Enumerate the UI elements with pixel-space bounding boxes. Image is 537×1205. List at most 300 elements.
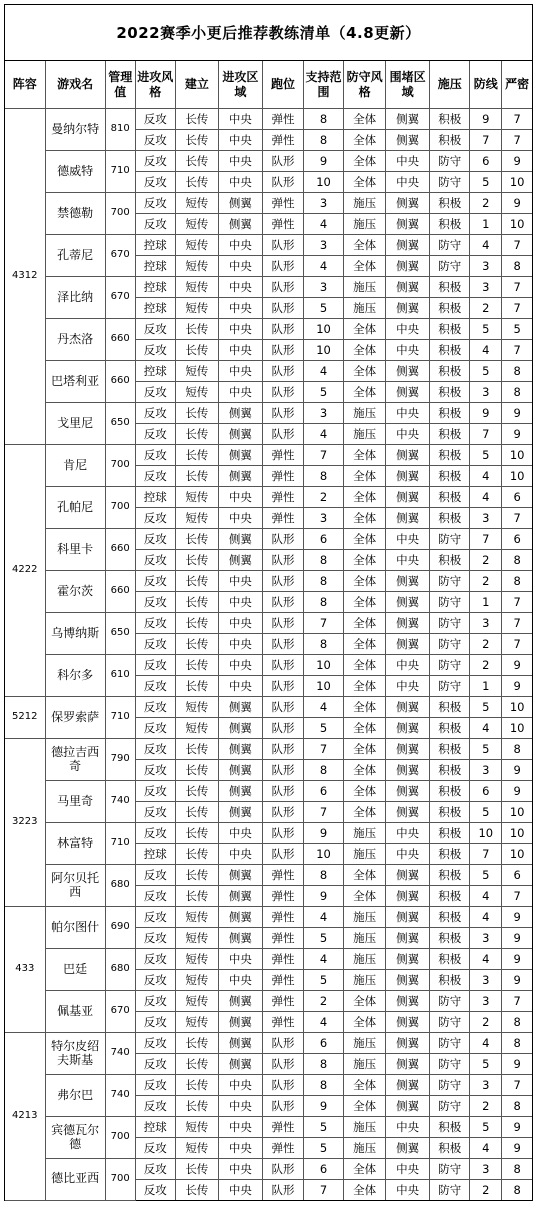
tactic-cell: 反攻 <box>135 676 175 697</box>
tactic-cell: 侧翼 <box>386 1138 430 1159</box>
tactic-cell: 9 <box>502 655 532 676</box>
tactic-cell: 短传 <box>175 1117 218 1138</box>
tactic-cell: 全体 <box>344 1180 386 1201</box>
tactic-cell: 长传 <box>175 1180 218 1201</box>
tactic-cell: 控球 <box>135 277 175 298</box>
tactic-cell: 中央 <box>386 151 430 172</box>
tactic-cell: 9 <box>470 109 502 130</box>
tactic-cell: 积极 <box>430 781 470 802</box>
tactic-cell: 3 <box>470 508 502 529</box>
tactic-cell: 侧翼 <box>386 298 430 319</box>
column-header: 支持范围 <box>304 61 344 109</box>
rating-cell: 670 <box>105 235 135 277</box>
table-row <box>5 319 532 340</box>
tactic-cell: 7 <box>304 739 344 760</box>
tactic-cell: 5 <box>304 298 344 319</box>
table-row <box>5 487 532 508</box>
rating-cell: 700 <box>105 193 135 235</box>
table-row <box>5 277 532 298</box>
column-header: 防守风格 <box>344 61 386 109</box>
tactic-cell: 9 <box>304 1096 344 1117</box>
tactic-cell: 8 <box>502 361 532 382</box>
tactic-cell: 侧翼 <box>218 424 262 445</box>
tactic-cell: 2 <box>470 193 502 214</box>
tactic-cell: 3 <box>470 382 502 403</box>
tactic-cell: 2 <box>470 634 502 655</box>
tactic-cell: 3 <box>304 193 344 214</box>
tactic-cell: 施压 <box>344 298 386 319</box>
formation-cell: 3223 <box>5 739 45 907</box>
coach-name-cell: 阿尔贝托西 <box>45 865 105 907</box>
tactic-cell: 全体 <box>344 1096 386 1117</box>
tactic-cell: 中央 <box>386 424 430 445</box>
tactic-cell: 2 <box>470 1012 502 1033</box>
column-header: 管理值 <box>105 61 135 109</box>
tactic-cell: 积极 <box>430 277 470 298</box>
tactic-cell: 侧翼 <box>386 508 430 529</box>
tactic-cell: 弹性 <box>262 193 303 214</box>
tactic-cell: 侧翼 <box>386 991 430 1012</box>
tactic-cell: 侧翼 <box>386 928 430 949</box>
tactic-cell: 中央 <box>218 277 262 298</box>
tactic-cell: 8 <box>502 1012 532 1033</box>
tactic-cell: 控球 <box>135 298 175 319</box>
tactic-cell: 反攻 <box>135 571 175 592</box>
tactic-cell: 反攻 <box>135 781 175 802</box>
tactic-cell: 反攻 <box>135 340 175 361</box>
tactic-cell: 积极 <box>430 760 470 781</box>
tactic-cell: 队形 <box>262 172 303 193</box>
tactic-cell: 队形 <box>262 151 303 172</box>
tactic-cell: 2 <box>304 991 344 1012</box>
tactic-cell: 6 <box>502 865 532 886</box>
tactic-cell: 短传 <box>175 361 218 382</box>
tactic-cell: 侧翼 <box>386 907 430 928</box>
tactic-cell: 10 <box>502 445 532 466</box>
tactic-cell: 全体 <box>344 487 386 508</box>
tactic-cell: 5 <box>470 445 502 466</box>
tactic-cell: 10 <box>502 718 532 739</box>
tactic-cell: 积极 <box>430 928 470 949</box>
tactic-cell: 反攻 <box>135 1096 175 1117</box>
rating-cell: 610 <box>105 655 135 697</box>
tactic-cell: 队形 <box>262 277 303 298</box>
tactic-cell: 反攻 <box>135 697 175 718</box>
tactic-cell: 中央 <box>218 655 262 676</box>
tactic-cell: 队形 <box>262 634 303 655</box>
tactic-cell: 队形 <box>262 298 303 319</box>
tactic-cell: 3 <box>304 508 344 529</box>
tactic-cell: 队形 <box>262 739 303 760</box>
tactic-cell: 反攻 <box>135 1054 175 1075</box>
tactic-cell: 全体 <box>344 718 386 739</box>
tactic-cell: 队形 <box>262 256 303 277</box>
tactic-cell: 中央 <box>218 130 262 151</box>
tactic-cell: 防守 <box>430 676 470 697</box>
rating-cell: 710 <box>105 697 135 739</box>
tactic-cell: 长传 <box>175 550 218 571</box>
tactic-cell: 队形 <box>262 571 303 592</box>
tactic-cell: 中央 <box>218 949 262 970</box>
tactic-cell: 侧翼 <box>386 571 430 592</box>
tactic-cell: 中央 <box>218 487 262 508</box>
tactic-cell: 侧翼 <box>218 214 262 235</box>
tactic-cell: 侧翼 <box>386 781 430 802</box>
tactic-cell: 侧翼 <box>386 214 430 235</box>
tactic-cell: 控球 <box>135 844 175 865</box>
coach-name-cell: 巴塔利亚 <box>45 361 105 403</box>
table-row <box>5 781 532 802</box>
tactic-cell: 全体 <box>344 1159 386 1180</box>
tactic-cell: 短传 <box>175 970 218 991</box>
table-row <box>5 991 532 1012</box>
tactic-cell: 防守 <box>430 151 470 172</box>
tactic-cell: 全体 <box>344 466 386 487</box>
tactic-cell: 7 <box>470 424 502 445</box>
tactic-cell: 5 <box>470 1054 502 1075</box>
table-row <box>5 109 532 130</box>
coach-name-cell: 霍尔茨 <box>45 571 105 613</box>
tactic-cell: 中央 <box>218 172 262 193</box>
tactic-cell: 长传 <box>175 319 218 340</box>
tactic-cell: 8 <box>502 1180 532 1201</box>
tactic-cell: 反攻 <box>135 1033 175 1054</box>
tactic-cell: 反攻 <box>135 718 175 739</box>
rating-cell: 700 <box>105 1117 135 1159</box>
coach-name-cell: 孔蒂尼 <box>45 235 105 277</box>
tactic-cell: 侧翼 <box>218 1054 262 1075</box>
tactic-cell: 全体 <box>344 697 386 718</box>
tactic-cell: 全体 <box>344 676 386 697</box>
tactic-cell: 控球 <box>135 487 175 508</box>
coach-name-cell: 科里卡 <box>45 529 105 571</box>
tactic-cell: 队形 <box>262 1180 303 1201</box>
tactic-cell: 侧翼 <box>218 445 262 466</box>
tactic-cell: 5 <box>470 697 502 718</box>
tactic-cell: 队形 <box>262 718 303 739</box>
tactic-cell: 全体 <box>344 655 386 676</box>
tactic-cell: 短传 <box>175 487 218 508</box>
tactic-cell: 反攻 <box>135 151 175 172</box>
rating-cell: 740 <box>105 781 135 823</box>
tactic-cell: 长传 <box>175 1033 218 1054</box>
tactic-cell: 反攻 <box>135 634 175 655</box>
rating-cell: 700 <box>105 445 135 487</box>
tactic-cell: 2 <box>470 571 502 592</box>
tactic-cell: 中央 <box>218 508 262 529</box>
coach-name-cell: 科尔多 <box>45 655 105 697</box>
tactic-cell: 弹性 <box>262 1138 303 1159</box>
tactic-cell: 9 <box>502 949 532 970</box>
tactic-cell: 短传 <box>175 907 218 928</box>
tactic-cell: 长传 <box>175 151 218 172</box>
tactic-cell: 中央 <box>218 151 262 172</box>
tactic-cell: 全体 <box>344 613 386 634</box>
tactic-cell: 长传 <box>175 529 218 550</box>
tactic-cell: 3 <box>470 1075 502 1096</box>
table-row <box>5 361 532 382</box>
tactic-cell: 10 <box>304 172 344 193</box>
tactic-cell: 10 <box>502 844 532 865</box>
tactic-cell: 反攻 <box>135 802 175 823</box>
tactic-cell: 侧翼 <box>386 1054 430 1075</box>
tactic-cell: 防守 <box>430 1180 470 1201</box>
formation-cell: 5212 <box>5 697 45 739</box>
tactic-cell: 弹性 <box>262 886 303 907</box>
tactic-cell: 侧翼 <box>218 781 262 802</box>
tactic-cell: 队形 <box>262 361 303 382</box>
tactic-cell: 短传 <box>175 277 218 298</box>
tactic-cell: 7 <box>304 802 344 823</box>
tactic-cell: 4 <box>470 340 502 361</box>
table-row <box>5 403 532 424</box>
tactic-cell: 全体 <box>344 340 386 361</box>
tactic-cell: 5 <box>502 319 532 340</box>
tactic-cell: 中央 <box>218 1117 262 1138</box>
tactic-cell: 长传 <box>175 802 218 823</box>
tactic-cell: 弹性 <box>262 907 303 928</box>
coach-name-cell: 林富特 <box>45 823 105 865</box>
tactic-cell: 反攻 <box>135 886 175 907</box>
tactic-cell: 队形 <box>262 823 303 844</box>
column-header: 进攻风格 <box>135 61 175 109</box>
tactic-cell: 10 <box>304 655 344 676</box>
tactic-cell: 长传 <box>175 760 218 781</box>
tactic-cell: 防守 <box>430 1054 470 1075</box>
tactic-cell: 侧翼 <box>218 739 262 760</box>
rating-cell: 700 <box>105 487 135 529</box>
tactic-cell: 7 <box>502 130 532 151</box>
tactic-cell: 侧翼 <box>386 1012 430 1033</box>
rating-cell: 650 <box>105 613 135 655</box>
tactic-cell: 积极 <box>430 718 470 739</box>
coach-name-cell: 帕尔图什 <box>45 907 105 949</box>
tactic-cell: 弹性 <box>262 445 303 466</box>
tactic-cell: 施压 <box>344 1054 386 1075</box>
tactic-cell: 7 <box>502 277 532 298</box>
tactic-cell: 反攻 <box>135 424 175 445</box>
tactic-cell: 长传 <box>175 823 218 844</box>
tactic-cell: 全体 <box>344 1075 386 1096</box>
tactic-cell: 8 <box>304 109 344 130</box>
column-header: 防线 <box>470 61 502 109</box>
tactic-cell: 8 <box>502 1033 532 1054</box>
tactic-cell: 中央 <box>386 550 430 571</box>
table-header <box>5 61 532 109</box>
tactic-cell: 3 <box>470 613 502 634</box>
tactic-cell: 施压 <box>344 277 386 298</box>
tactic-cell: 3 <box>304 277 344 298</box>
tactic-cell: 3 <box>470 277 502 298</box>
tactic-cell: 5 <box>470 865 502 886</box>
tactic-cell: 9 <box>502 1054 532 1075</box>
tactic-cell: 9 <box>502 760 532 781</box>
tactic-cell: 中央 <box>386 403 430 424</box>
tactic-cell: 4 <box>470 1033 502 1054</box>
tactic-cell: 长传 <box>175 1159 218 1180</box>
tactic-cell: 反攻 <box>135 1012 175 1033</box>
tactic-cell: 7 <box>502 109 532 130</box>
tactic-cell: 反攻 <box>135 403 175 424</box>
tactic-cell: 中央 <box>218 1096 262 1117</box>
tactic-cell: 全体 <box>344 739 386 760</box>
tactic-cell: 短传 <box>175 256 218 277</box>
tactic-cell: 积极 <box>430 907 470 928</box>
tactic-cell: 弹性 <box>262 970 303 991</box>
tactic-cell: 积极 <box>430 865 470 886</box>
tactic-cell: 侧翼 <box>386 865 430 886</box>
tactic-cell: 5 <box>304 1138 344 1159</box>
tactic-cell: 弹性 <box>262 949 303 970</box>
tactic-cell: 中央 <box>386 1180 430 1201</box>
tactic-cell: 10 <box>502 823 532 844</box>
column-header: 进攻区域 <box>218 61 262 109</box>
column-header: 围堵区域 <box>386 61 430 109</box>
column-header: 跑位 <box>262 61 303 109</box>
tactic-cell: 反攻 <box>135 109 175 130</box>
tactic-cell: 积极 <box>430 844 470 865</box>
tactic-cell: 长传 <box>175 109 218 130</box>
tactic-cell: 中央 <box>218 1138 262 1159</box>
tactic-cell: 防守 <box>430 1012 470 1033</box>
tactic-cell: 7 <box>502 1075 532 1096</box>
tactic-cell: 侧翼 <box>386 361 430 382</box>
tactic-cell: 弹性 <box>262 487 303 508</box>
table-row <box>5 1117 532 1138</box>
tactic-cell: 4 <box>470 718 502 739</box>
coach-name-cell: 德比亚西 <box>45 1159 105 1201</box>
tactic-cell: 长传 <box>175 445 218 466</box>
tactic-cell: 短传 <box>175 718 218 739</box>
coach-name-cell: 乌博纳斯 <box>45 613 105 655</box>
tactic-cell: 队形 <box>262 403 303 424</box>
tactic-cell: 8 <box>502 1159 532 1180</box>
tactic-cell: 9 <box>304 151 344 172</box>
tactic-cell: 长传 <box>175 634 218 655</box>
tactic-cell: 7 <box>502 634 532 655</box>
tactic-cell: 队形 <box>262 550 303 571</box>
tactic-cell: 控球 <box>135 1117 175 1138</box>
tactic-cell: 中央 <box>386 319 430 340</box>
tactic-cell: 4 <box>304 697 344 718</box>
tactic-cell: 队形 <box>262 655 303 676</box>
tactic-cell: 全体 <box>344 319 386 340</box>
tactic-cell: 8 <box>502 1096 532 1117</box>
table-body <box>5 109 532 1201</box>
tactic-cell: 5 <box>304 928 344 949</box>
column-header: 严密 <box>502 61 532 109</box>
coach-name-cell: 巴廷 <box>45 949 105 991</box>
tactic-cell: 反攻 <box>135 907 175 928</box>
tactic-cell: 反攻 <box>135 823 175 844</box>
tactic-cell: 积极 <box>430 487 470 508</box>
tactic-cell: 5 <box>304 718 344 739</box>
tactic-cell: 全体 <box>344 109 386 130</box>
coach-name-cell: 马里奇 <box>45 781 105 823</box>
tactic-cell: 弹性 <box>262 130 303 151</box>
tactic-cell: 弹性 <box>262 1117 303 1138</box>
coach-name-cell: 特尔皮绍夫斯基 <box>45 1033 105 1075</box>
tactic-cell: 全体 <box>344 865 386 886</box>
coach-list-sheet <box>4 4 533 1201</box>
tactic-cell: 防守 <box>430 1159 470 1180</box>
rating-cell: 660 <box>105 571 135 613</box>
tactic-cell: 施压 <box>344 949 386 970</box>
tactic-cell: 侧翼 <box>386 487 430 508</box>
tactic-cell: 队形 <box>262 1159 303 1180</box>
tactic-cell: 反攻 <box>135 382 175 403</box>
tactic-cell: 施压 <box>344 970 386 991</box>
tactic-cell: 侧翼 <box>386 277 430 298</box>
tactic-cell: 长传 <box>175 403 218 424</box>
tactic-cell: 队形 <box>262 676 303 697</box>
tactic-cell: 4 <box>470 466 502 487</box>
column-header: 游戏名 <box>45 61 105 109</box>
tactic-cell: 中央 <box>386 1159 430 1180</box>
tactic-cell: 全体 <box>344 781 386 802</box>
tactic-cell: 2 <box>470 1180 502 1201</box>
tactic-cell: 积极 <box>430 424 470 445</box>
tactic-cell: 防守 <box>430 529 470 550</box>
tactic-cell: 5 <box>470 172 502 193</box>
tactic-cell: 3 <box>470 256 502 277</box>
tactic-cell: 队形 <box>262 1054 303 1075</box>
tactic-cell: 全体 <box>344 382 386 403</box>
tactic-cell: 全体 <box>344 151 386 172</box>
tactic-cell: 7 <box>502 592 532 613</box>
table-row <box>5 529 532 550</box>
tactic-cell: 长传 <box>175 676 218 697</box>
tactic-cell: 侧翼 <box>386 466 430 487</box>
tactic-cell: 8 <box>502 571 532 592</box>
tactic-cell: 侧翼 <box>386 886 430 907</box>
tactic-cell: 反攻 <box>135 949 175 970</box>
tactic-cell: 反攻 <box>135 991 175 1012</box>
tactic-cell: 积极 <box>430 298 470 319</box>
tactic-cell: 10 <box>502 172 532 193</box>
tactic-cell: 反攻 <box>135 529 175 550</box>
tactic-cell: 反攻 <box>135 655 175 676</box>
tactic-cell: 7 <box>502 991 532 1012</box>
tactic-cell: 长传 <box>175 172 218 193</box>
tactic-cell: 全体 <box>344 256 386 277</box>
tactic-cell: 积极 <box>430 970 470 991</box>
tactic-cell: 8 <box>304 571 344 592</box>
tactic-cell: 侧翼 <box>386 760 430 781</box>
tactic-cell: 9 <box>502 907 532 928</box>
tactic-cell: 短传 <box>175 193 218 214</box>
tactic-cell: 5 <box>470 1117 502 1138</box>
tactic-cell: 中央 <box>218 1159 262 1180</box>
tactic-cell: 10 <box>502 214 532 235</box>
tactic-cell: 侧翼 <box>386 235 430 256</box>
tactic-cell: 7 <box>470 529 502 550</box>
tactic-cell: 中央 <box>386 844 430 865</box>
tactic-cell: 7 <box>502 886 532 907</box>
coach-name-cell: 曼纳尔特 <box>45 109 105 151</box>
tactic-cell: 10 <box>502 802 532 823</box>
tactic-cell: 长传 <box>175 592 218 613</box>
table-row <box>5 1075 532 1096</box>
tactic-cell: 积极 <box>430 508 470 529</box>
tactic-cell: 积极 <box>430 382 470 403</box>
coach-table <box>5 61 532 1201</box>
tactic-cell: 全体 <box>344 130 386 151</box>
tactic-cell: 队形 <box>262 319 303 340</box>
tactic-cell: 5 <box>470 739 502 760</box>
tactic-cell: 施压 <box>344 193 386 214</box>
tactic-cell: 中央 <box>218 592 262 613</box>
